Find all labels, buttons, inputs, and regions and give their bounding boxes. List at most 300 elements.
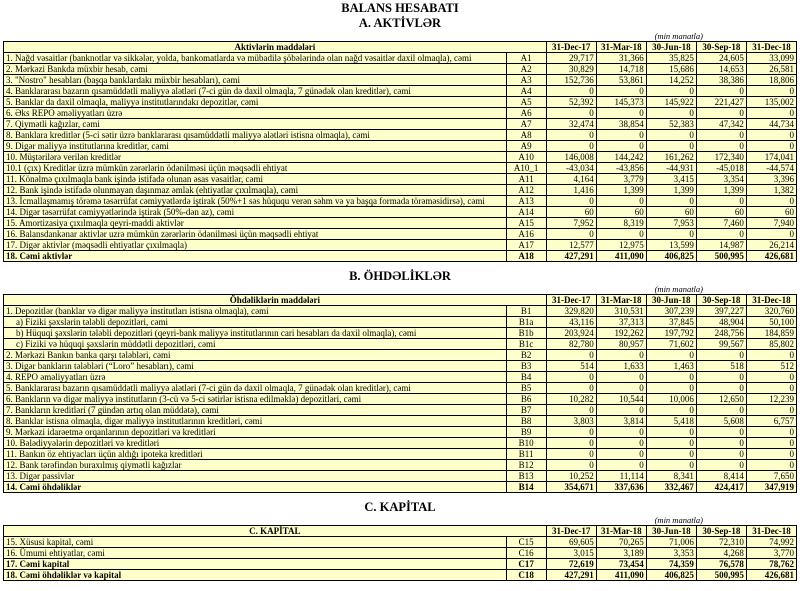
value-cell: 197,792 xyxy=(646,328,696,339)
section-A xyxy=(0,16,800,262)
value-cell: 0 xyxy=(546,383,596,394)
value-cell: 10,006 xyxy=(646,394,696,405)
row-code-cell: B5 xyxy=(506,383,546,394)
value-cell: 0 xyxy=(746,438,796,449)
value-cell: 5,608 xyxy=(696,416,746,427)
value-cell: 146,008 xyxy=(546,152,596,163)
value-cell: 332,467 xyxy=(646,482,696,493)
value-cell: 29,717 xyxy=(546,53,596,64)
value-cell: 514 xyxy=(546,361,596,372)
row-label-cell: 2. Mərkəzi Bankda müxbir hesab, cəmi xyxy=(4,64,507,75)
value-cell: 0 xyxy=(746,427,796,438)
row-label-cell: 4. Banklararası bazarın qısamüddətli maliyyə alətləri (7-ci gün də daxil olmaqla, 7 günədək olan kreditlər), cəmi xyxy=(4,86,507,97)
value-cell: 37,313 xyxy=(596,317,646,328)
value-cell: 152,736 xyxy=(546,75,596,86)
value-cell: 0 xyxy=(546,438,596,449)
value-cell: 48,904 xyxy=(696,317,746,328)
value-cell: 26,581 xyxy=(746,64,796,75)
value-cell: 7,952 xyxy=(546,218,596,229)
date-header-cell: 31-Mar-18 xyxy=(596,526,646,537)
value-cell: 13,599 xyxy=(646,240,696,251)
value-cell: 7,460 xyxy=(696,218,746,229)
row-code-cell: A18 xyxy=(506,251,546,262)
value-cell: 397,227 xyxy=(696,306,746,317)
value-cell: 3,770 xyxy=(746,548,796,559)
row-label-cell: 11. Bankın öz ehtiyacları üçün aldığı ipoteka kreditləri xyxy=(4,449,507,460)
row-code-cell: A15 xyxy=(506,218,546,229)
row-code-cell: B4 xyxy=(506,372,546,383)
row-code-cell: B14 xyxy=(506,482,546,493)
value-cell: 78,762 xyxy=(746,559,796,570)
row-label-cell: 14. Digər təsərrüfat cəmiyyətlərində iştirak (50%-dən az), cəmi xyxy=(4,207,507,218)
row-label-cell: 7. Bankların kreditləri (7 gündən artıq olan müddətə), cəmi xyxy=(4,405,507,416)
value-cell: 0 xyxy=(546,460,596,471)
row-label-cell: 15. Xüsusi kapital, cəmi xyxy=(4,537,507,548)
row-label-cell: 9. Digər maliyyə institutlarına kreditlər, cəmi xyxy=(4,141,507,152)
value-cell: 71,602 xyxy=(646,339,696,350)
table-header-row xyxy=(4,526,797,537)
value-cell: -45,018 xyxy=(696,163,746,174)
row-label-cell: 12. Bank işində istifadə olunmayan daşınmaz əmlak (ehtiyatlar çıxılmaqla), cəmi xyxy=(4,185,507,196)
value-cell: 0 xyxy=(546,141,596,152)
table-row xyxy=(4,405,797,416)
table-row xyxy=(4,537,797,548)
value-cell: 74,992 xyxy=(746,537,796,548)
table-row xyxy=(4,240,797,251)
section-table-A xyxy=(3,41,797,262)
value-cell: 6,757 xyxy=(746,416,796,427)
date-header-cell: 31-Dec-17 xyxy=(546,526,596,537)
value-cell: 0 xyxy=(696,108,746,119)
table-row xyxy=(4,460,797,471)
section-header-cell: C. KAPİTAL xyxy=(4,526,547,537)
value-cell: 73,454 xyxy=(596,559,646,570)
value-cell: 426,681 xyxy=(746,570,796,581)
value-cell: 52,383 xyxy=(646,119,696,130)
row-label-cell: 13. İcmallaşmamış törəmə təsərrüfat cəmiyyətlərdə iştirak (50%+1 səs hüququ verən səhm və ya başqa formada törəməsidirsə), cəmi xyxy=(4,196,507,207)
row-code-cell: B7 xyxy=(506,405,546,416)
value-cell: 0 xyxy=(696,427,746,438)
value-cell: 12,577 xyxy=(546,240,596,251)
row-label-cell: 9. Mərkəzi idarəetmə orqanlarının depozitləri və kreditləri xyxy=(4,427,507,438)
value-cell: 60 xyxy=(746,207,796,218)
value-cell: -43,856 xyxy=(596,163,646,174)
table-row xyxy=(4,361,797,372)
value-cell: 411,090 xyxy=(596,251,646,262)
value-cell: 1,399 xyxy=(596,185,646,196)
row-code-cell: A8 xyxy=(506,130,546,141)
value-cell: 3,779 xyxy=(596,174,646,185)
value-cell: 161,262 xyxy=(646,152,696,163)
value-cell: 44,734 xyxy=(746,119,796,130)
value-cell: 0 xyxy=(596,383,646,394)
value-cell: 406,825 xyxy=(646,251,696,262)
balance-sheet-page xyxy=(0,1,800,581)
value-cell: 427,291 xyxy=(546,570,596,581)
date-header-cell: 30-Jun-18 xyxy=(646,295,696,306)
value-cell: 3,814 xyxy=(596,416,646,427)
value-cell: 12,975 xyxy=(596,240,646,251)
value-cell: 0 xyxy=(646,405,696,416)
table-row xyxy=(4,328,797,339)
row-code-cell: B1b xyxy=(506,328,546,339)
table-row xyxy=(4,350,797,361)
table-row xyxy=(4,317,797,328)
row-code-cell: B10 xyxy=(506,438,546,449)
value-cell: 60 xyxy=(696,207,746,218)
value-cell: 0 xyxy=(696,449,746,460)
value-cell: 172,340 xyxy=(696,152,746,163)
value-cell: 0 xyxy=(696,141,746,152)
value-cell: 47,342 xyxy=(696,119,746,130)
value-cell: 310,531 xyxy=(596,306,646,317)
table-row xyxy=(4,174,797,185)
value-cell: 0 xyxy=(596,438,646,449)
row-label-cell: 2. Mərkəzi Bankın banka qarşı tələbləri, cəmi xyxy=(4,350,507,361)
value-cell: 512 xyxy=(746,361,796,372)
date-header-cell: 31-Dec-17 xyxy=(546,295,596,306)
row-code-cell: B6 xyxy=(506,394,546,405)
row-code-cell: B3 xyxy=(506,361,546,372)
row-code-cell: B13 xyxy=(506,471,546,482)
date-header-cell: 31-Dec-18 xyxy=(746,526,796,537)
table-row xyxy=(4,229,797,240)
row-label-cell: 10. Bələdiyyələrin depozitləri və kreditləri xyxy=(4,438,507,449)
table-row xyxy=(4,471,797,482)
value-cell: 0 xyxy=(696,372,746,383)
value-cell: 500,995 xyxy=(696,251,746,262)
value-cell: 406,825 xyxy=(646,570,696,581)
date-header-cell: 31-Dec-18 xyxy=(746,295,796,306)
value-cell: 135,002 xyxy=(746,97,796,108)
value-cell: -43,034 xyxy=(546,163,596,174)
value-cell: 0 xyxy=(596,130,646,141)
value-cell: 0 xyxy=(696,86,746,97)
row-label-cell: 16. Balansdankənar aktivlər uzrə mümkün zərərlərin ödənilməsi üçün məqsədli ehtiyat xyxy=(4,229,507,240)
value-cell: 35,825 xyxy=(646,53,696,64)
value-cell: 71,006 xyxy=(646,537,696,548)
row-code-cell: A12 xyxy=(506,185,546,196)
value-cell: 8,341 xyxy=(646,471,696,482)
table-row xyxy=(4,86,797,97)
value-cell: 184,859 xyxy=(746,328,796,339)
value-cell: 50,100 xyxy=(746,317,796,328)
report-title: BALANS HESABATI xyxy=(341,1,459,15)
value-cell: 82,780 xyxy=(546,339,596,350)
value-cell: 0 xyxy=(646,438,696,449)
value-cell: 144,242 xyxy=(596,152,646,163)
value-cell: 221,427 xyxy=(696,97,746,108)
value-cell: 0 xyxy=(746,372,796,383)
value-cell: 0 xyxy=(646,130,696,141)
value-cell: 60 xyxy=(596,207,646,218)
table-row xyxy=(4,438,797,449)
row-label-cell: 10. Müştərilərə verilən kreditlər xyxy=(4,152,507,163)
value-cell: 26,214 xyxy=(746,240,796,251)
table-row xyxy=(4,559,797,570)
date-header-cell: 31-Mar-18 xyxy=(596,295,646,306)
row-code-cell: B8 xyxy=(506,416,546,427)
value-cell: 37,845 xyxy=(646,317,696,328)
value-cell: 0 xyxy=(746,196,796,207)
value-cell: 1,633 xyxy=(596,361,646,372)
table-row xyxy=(4,75,797,86)
value-cell: 145,373 xyxy=(596,97,646,108)
value-cell: 52,392 xyxy=(546,97,596,108)
value-cell: 145,922 xyxy=(646,97,696,108)
value-cell: 12,650 xyxy=(696,394,746,405)
value-cell: 18,806 xyxy=(746,75,796,86)
value-cell: -44,931 xyxy=(646,163,696,174)
value-cell: 329,820 xyxy=(546,306,596,317)
row-label-cell: c) Fiziki və hüquqi şəxslərin müddətli depozitləri, cəmi xyxy=(4,339,507,350)
value-cell: 3,015 xyxy=(546,548,596,559)
table-row xyxy=(4,218,797,229)
value-cell: 0 xyxy=(746,130,796,141)
value-cell: 1,399 xyxy=(646,185,696,196)
value-cell: 500,995 xyxy=(696,570,746,581)
table-row xyxy=(4,130,797,141)
row-code-cell: C16 xyxy=(506,548,546,559)
row-label-cell: 4. REPO əməliyyatları üzrə xyxy=(4,372,507,383)
value-cell: 0 xyxy=(696,130,746,141)
value-cell: 60 xyxy=(646,207,696,218)
table-row xyxy=(4,196,797,207)
section-B xyxy=(0,269,800,493)
value-cell: 5,418 xyxy=(646,416,696,427)
row-label-cell: 6. Əks REPO əməliyyatları üzrə xyxy=(4,108,507,119)
value-cell: 0 xyxy=(696,196,746,207)
row-code-cell: A14 xyxy=(506,207,546,218)
value-cell: 0 xyxy=(646,460,696,471)
value-cell: 0 xyxy=(546,427,596,438)
value-cell: 0 xyxy=(596,372,646,383)
row-label-cell: 5. Banklararası bazarın qısamüddətli maliyyə alətləri (7-ci gün də daxil olmaqla, 7 günədək olan kreditlər), cəmi xyxy=(4,383,507,394)
value-cell: 70,265 xyxy=(596,537,646,548)
table-row xyxy=(4,141,797,152)
value-cell: 0 xyxy=(596,141,646,152)
value-cell: 0 xyxy=(746,141,796,152)
sections-container xyxy=(0,16,800,581)
table-row xyxy=(4,339,797,350)
value-cell: 0 xyxy=(596,108,646,119)
row-code-cell: C17 xyxy=(506,559,546,570)
value-cell: 0 xyxy=(696,383,746,394)
table-row xyxy=(4,53,797,64)
table-row xyxy=(4,207,797,218)
table-row xyxy=(4,427,797,438)
row-label-cell: 18. Cəmi aktivlər xyxy=(4,251,507,262)
section-table-B xyxy=(3,294,797,493)
value-cell: 0 xyxy=(746,383,796,394)
value-cell: 0 xyxy=(546,449,596,460)
value-cell: 0 xyxy=(646,229,696,240)
row-code-cell: A10_1 xyxy=(506,163,546,174)
value-cell: 0 xyxy=(646,196,696,207)
value-cell: 3,415 xyxy=(646,174,696,185)
value-cell: 0 xyxy=(696,438,746,449)
table-row xyxy=(4,64,797,75)
value-cell: 0 xyxy=(646,383,696,394)
value-cell: 53,861 xyxy=(596,75,646,86)
value-cell: 0 xyxy=(646,449,696,460)
value-cell: 0 xyxy=(546,108,596,119)
table-row xyxy=(4,570,797,581)
value-cell: 60 xyxy=(546,207,596,218)
row-label-cell: 16. Ümumi ehtiyatlar, cəmi xyxy=(4,548,507,559)
value-cell: 0 xyxy=(646,108,696,119)
row-label-cell: 11. Könəlmə çıxılmaqla bank işində istifadə olunan əsas vəsaitlər, cəmi xyxy=(4,174,507,185)
table-row xyxy=(4,383,797,394)
row-code-cell: A6 xyxy=(506,108,546,119)
value-cell: 0 xyxy=(646,141,696,152)
value-cell: 1,399 xyxy=(696,185,746,196)
value-cell: 1,416 xyxy=(546,185,596,196)
value-cell: 1,463 xyxy=(646,361,696,372)
row-code-cell: C15 xyxy=(506,537,546,548)
row-label-cell: 3. "Nostro" hesabları (başqa banklardakı müxbir hesabları), cəmi xyxy=(4,75,507,86)
value-cell: 10,544 xyxy=(596,394,646,405)
table-row xyxy=(4,97,797,108)
value-cell: 0 xyxy=(696,405,746,416)
row-label-cell: 15. Amortizasiya çıxılmaqla qeyri-maddi aktivlər xyxy=(4,218,507,229)
value-cell: 0 xyxy=(546,372,596,383)
value-cell: 0 xyxy=(696,350,746,361)
value-cell: 32,474 xyxy=(546,119,596,130)
value-cell: 4,268 xyxy=(696,548,746,559)
table-row xyxy=(4,482,797,493)
value-cell: 8,414 xyxy=(696,471,746,482)
value-cell: 203,924 xyxy=(546,328,596,339)
row-code-cell: B2 xyxy=(506,350,546,361)
date-header-cell: 31-Dec-17 xyxy=(546,42,596,53)
value-cell: 0 xyxy=(596,86,646,97)
row-label-cell: 7. Qiymətli kağızlar, cəmi xyxy=(4,119,507,130)
value-cell: 4,164 xyxy=(546,174,596,185)
table-row xyxy=(4,108,797,119)
row-label-cell: 3. Digər bankların tələbləri (“Loro” hesabları), cəmi xyxy=(4,361,507,372)
unit-note: (min manatla) xyxy=(654,284,703,294)
row-code-cell: A11 xyxy=(506,174,546,185)
table-row xyxy=(4,152,797,163)
section-title-B: B. ÖHDƏLİKLƏR xyxy=(349,269,451,283)
value-cell: 7,953 xyxy=(646,218,696,229)
row-label-cell: 18. Cəmi öhdəliklər və kapital xyxy=(4,570,507,581)
value-cell: 427,291 xyxy=(546,251,596,262)
value-cell: 12,239 xyxy=(746,394,796,405)
value-cell: 0 xyxy=(696,460,746,471)
unit-note: (min manatla) xyxy=(654,31,703,41)
value-cell: 0 xyxy=(646,372,696,383)
section-C xyxy=(0,500,800,581)
row-label-cell: 17. Cəmi kapital xyxy=(4,559,507,570)
table-row xyxy=(4,163,797,174)
value-cell: 72,310 xyxy=(696,537,746,548)
value-cell: 174,041 xyxy=(746,152,796,163)
date-header-cell: 30-Jun-18 xyxy=(646,42,696,53)
value-cell: 85,802 xyxy=(746,339,796,350)
value-cell: 10,252 xyxy=(546,471,596,482)
row-label-cell: b) Hüquqi şəxslərin tələbli depozitləri (qeyri-bank maliyyə institutlarının cari hesabları da daxil olmaqla), cəmi xyxy=(4,328,507,339)
row-label-cell: 8. Banklara kreditlər (5-ci sətir üzrə banklararası qısamüddətli maliyyə alətləri istisna olmaqla), cəmi xyxy=(4,130,507,141)
value-cell: 43,116 xyxy=(546,317,596,328)
table-row xyxy=(4,185,797,196)
unit-note: (min manatla) xyxy=(654,515,703,525)
row-code-cell: A5 xyxy=(506,97,546,108)
value-cell: 0 xyxy=(596,405,646,416)
value-cell: 3,354 xyxy=(696,174,746,185)
value-cell: 0 xyxy=(596,449,646,460)
row-code-cell: B1c xyxy=(506,339,546,350)
table-row xyxy=(4,306,797,317)
row-label-cell: 1. Nağd vəsaitlər (banknotlar və sikkələr, yolda, bankomatlarda və mübadilə şöbələrində olan nağd vəsaitlər daxil olmaqla), cəmi xyxy=(4,53,507,64)
value-cell: 3,803 xyxy=(546,416,596,427)
row-code-cell: B11 xyxy=(506,449,546,460)
row-code-cell: A1 xyxy=(506,53,546,64)
section-title-A: A. AKTİVLƏR xyxy=(358,16,442,30)
value-cell: 31,366 xyxy=(596,53,646,64)
date-header-cell: 30-Sep-18 xyxy=(696,526,746,537)
value-cell: 347,919 xyxy=(746,482,796,493)
table-row xyxy=(4,449,797,460)
row-code-cell: B9 xyxy=(506,427,546,438)
row-label-cell: 10.1 (çıx) Kreditlər üzrə mümkün zərərlərin ödənilməsi üçün məqsədli ehtiyat xyxy=(4,163,507,174)
table-row xyxy=(4,394,797,405)
value-cell: 76,578 xyxy=(696,559,746,570)
value-cell: 0 xyxy=(746,405,796,416)
value-cell: 320,760 xyxy=(746,306,796,317)
section-header-cell: Aktivlərin maddələri xyxy=(4,42,547,53)
section-header-cell: Öhdəliklərin maddələri xyxy=(4,295,547,306)
value-cell: 0 xyxy=(596,350,646,361)
value-cell: 3,353 xyxy=(646,548,696,559)
value-cell: 0 xyxy=(746,229,796,240)
row-label-cell: 5. Banklar da daxil olmaqla, maliyyə institutlarındakı depozitlər, cəmi xyxy=(4,97,507,108)
value-cell: 0 xyxy=(746,108,796,119)
row-code-cell: B12 xyxy=(506,460,546,471)
value-cell: 0 xyxy=(746,86,796,97)
value-cell: 0 xyxy=(746,449,796,460)
row-code-cell: A2 xyxy=(506,64,546,75)
value-cell: 8,319 xyxy=(596,218,646,229)
value-cell: -44,574 xyxy=(746,163,796,174)
value-cell: 69,605 xyxy=(546,537,596,548)
value-cell: 426,681 xyxy=(746,251,796,262)
table-row xyxy=(4,416,797,427)
value-cell: 354,671 xyxy=(546,482,596,493)
value-cell: 0 xyxy=(746,350,796,361)
value-cell: 30,829 xyxy=(546,64,596,75)
row-code-cell: A13 xyxy=(506,196,546,207)
value-cell: 14,718 xyxy=(596,64,646,75)
value-cell: 0 xyxy=(546,130,596,141)
date-header-cell: 30-Jun-18 xyxy=(646,526,696,537)
value-cell: 0 xyxy=(646,86,696,97)
row-code-cell: A10 xyxy=(506,152,546,163)
row-label-cell: 8. Banklar istisna olmaqla, digər maliyyə institutlarının kreditləri, cəmi xyxy=(4,416,507,427)
value-cell: 7,940 xyxy=(746,218,796,229)
value-cell: 1,382 xyxy=(746,185,796,196)
value-cell: 15,686 xyxy=(646,64,696,75)
row-label-cell: 13. Digər passivlər xyxy=(4,471,507,482)
row-code-cell: A16 xyxy=(506,229,546,240)
section-table-C xyxy=(3,525,797,581)
table-row xyxy=(4,119,797,130)
table-row xyxy=(4,251,797,262)
value-cell: 99,567 xyxy=(696,339,746,350)
value-cell: 14,252 xyxy=(646,75,696,86)
value-cell: 0 xyxy=(596,196,646,207)
